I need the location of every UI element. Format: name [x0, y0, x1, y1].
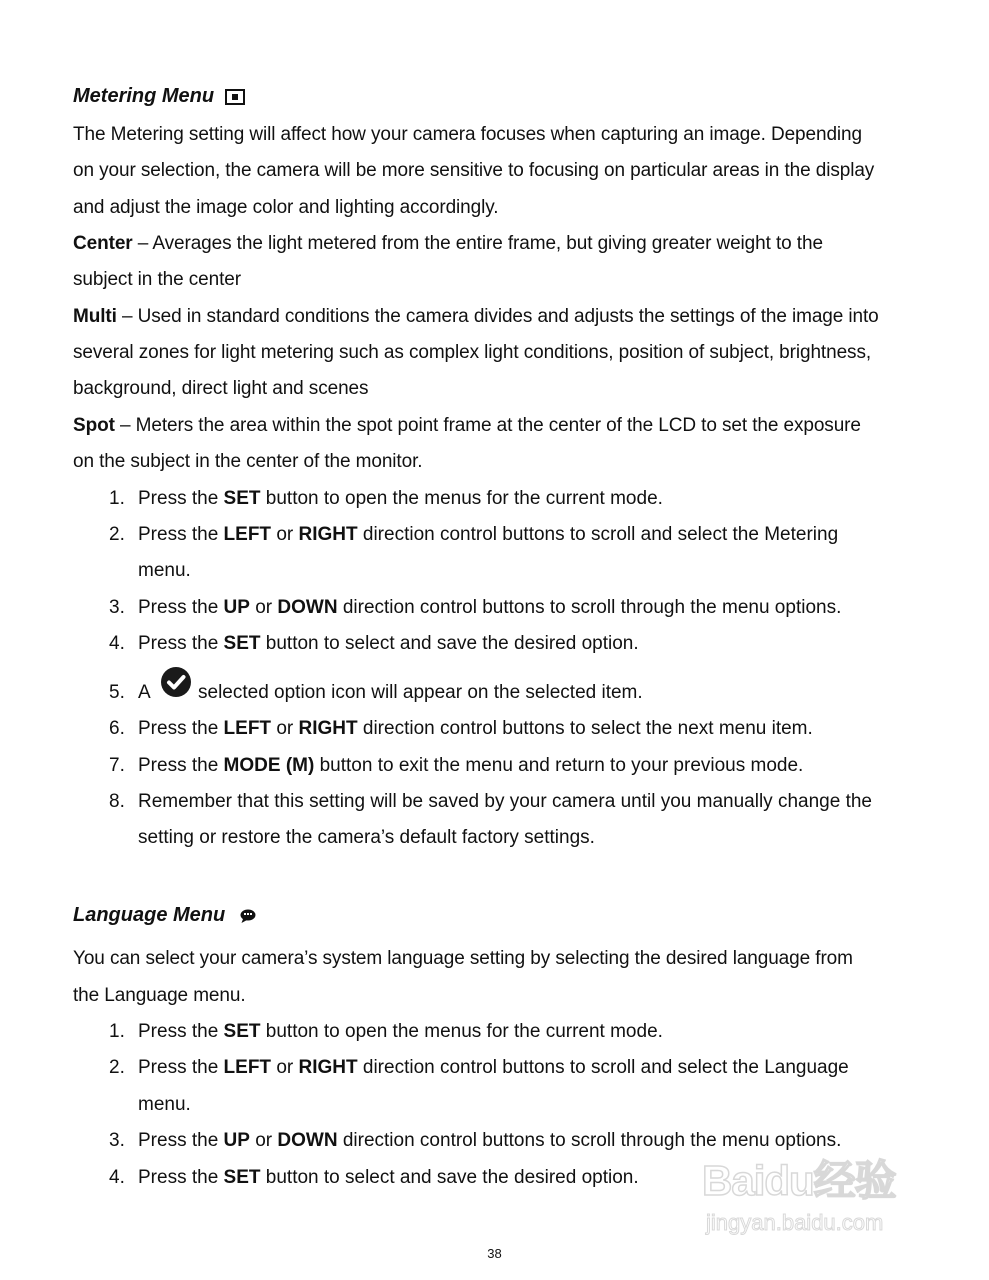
- metering-heading: [73, 85, 245, 108]
- language-step-2-cont: menu.: [138, 1094, 191, 1115]
- watermark-logo: Baidu经验: [702, 1157, 896, 1204]
- multi-description-cont-2: background, direct light and scenes: [73, 378, 369, 399]
- multi-description: Multi – Used in standard conditions the camera divides and adjusts the settings of the image into: [73, 306, 879, 327]
- metering-intro-line-3: and adjust the image color and lighting accordingly.: [73, 197, 499, 218]
- metering-step-6: Press the LEFT or RIGHT direction control buttons to select the next menu item.: [138, 718, 813, 739]
- spot-description: Spot – Meters the area within the spot point frame at the center of the LCD to set the exposure: [73, 415, 861, 436]
- spot-term: Spot: [73, 415, 115, 436]
- metering-step-7: Press the MODE (M) button to exit the menu and return to your previous mode.: [138, 755, 804, 776]
- language-icon: [239, 908, 257, 924]
- document-page: Metering Menu The Metering setting will affect how your camera focuses when capturing an image. Depending on your selection, the camera will be more sensitive to focusing on particular areas in the display and adjust the image color and lighting accordingly. Center – Averages the light metered from the entire frame, but giving greater weight to the subject in the center Multi – Used in standard conditions the camera divides and adjusts the settings of the image into several zones for light metering such as complex light conditions, position of subject, brightness, background, direct light and scenes Spot – Meters the area within the spot point frame at the center of the LCD to set the exposure on the subject in the center of the monitor. 1. Press the SET button to open the menus for the current mode. 2. Press the LEFT or RIGHT direction control buttons to scroll and select the Metering menu. 3. Press the UP or DOWN direction control buttons to scroll through the menu options. 4. Press the SET button to select and save the desired option. 5. A selected option icon will appear on the selected item. 6. Press the LEFT or RIGHT direction control buttons to select the next menu item. 7. Press the MODE (M) button to exit the menu and return to your previous mode. 8. Remember that this setting will be saved by your camera until you manually change the setting or restore the camera’s default factory settings. Language Menu You can select your camera’s system language setting by selecting the desired language from the Language menu. 1. Press the SET button to open the menus for the current mode. 2. Press the LEFT or RIGHT direction control buttons to scroll and select the Language menu. 3. Press the UP or DOWN direction control buttons to scroll through the menu options. 4. Press the SET button to select and save the desired option. Baidu经验 jingyan.baidu.com 38: [0, 0, 989, 1280]
- page-number: 38: [487, 1246, 502, 1261]
- language-step-2: Press the LEFT or RIGHT direction control buttons to scroll and select the Language: [138, 1057, 849, 1078]
- language-step-4: Press the SET button to select and save the desired option.: [138, 1167, 639, 1188]
- metering-step-8-cont: setting or restore the camera’s default factory settings.: [138, 827, 595, 848]
- spot-description-cont: on the subject in the center of the monitor.: [73, 451, 423, 472]
- metering-title: Metering Menu: [73, 85, 215, 107]
- multi-description-cont: several zones for light metering such as complex light conditions, position of subject, brightness,: [73, 342, 872, 363]
- metering-step-1: Press the SET button to open the menus for the current mode.: [138, 488, 663, 509]
- center-description: Center – Averages the light metered from the entire frame, but giving greater weight to the: [73, 233, 823, 254]
- center-term: Center: [73, 233, 133, 254]
- watermark-url: jingyan.baidu.com: [706, 1210, 884, 1235]
- metering-intro-line-1: The Metering setting will affect how your camera focuses when capturing an image. Depending: [73, 124, 862, 145]
- language-step-3: Press the UP or DOWN direction control buttons to scroll through the menu options.: [138, 1130, 842, 1151]
- metering-step-4: Press the SET button to select and save the desired option.: [138, 633, 639, 654]
- metering-step-2: Press the LEFT or RIGHT direction control buttons to scroll and select the Metering: [138, 524, 839, 545]
- multi-term: Multi: [73, 306, 117, 327]
- language-step-1: Press the SET button to open the menus for the current mode.: [138, 1021, 663, 1042]
- metering-step-5-text: selected option icon will appear on the selected item.: [198, 682, 643, 703]
- check-circle-icon: [160, 666, 192, 698]
- baidu-watermark: [700, 1148, 940, 1248]
- metering-icon: [225, 89, 245, 105]
- metering-step-2-cont: menu.: [138, 560, 191, 581]
- language-intro-line-1: You can select your camera’s system language setting by selecting the desired language from: [73, 948, 853, 969]
- metering-step-3: Press the UP or DOWN direction control buttons to scroll through the menu options.: [138, 597, 842, 618]
- language-title: Language Menu: [73, 904, 226, 926]
- metering-step-8: Remember that this setting will be saved by your camera until you manually change the: [138, 791, 872, 812]
- language-heading: [73, 904, 257, 927]
- metering-intro-line-2: on your selection, the camera will be more sensitive to focusing on particular areas in the display: [73, 160, 875, 181]
- language-intro-line-2: the Language menu.: [73, 985, 246, 1006]
- metering-step-5: A: [138, 682, 151, 703]
- center-description-cont: subject in the center: [73, 269, 241, 290]
